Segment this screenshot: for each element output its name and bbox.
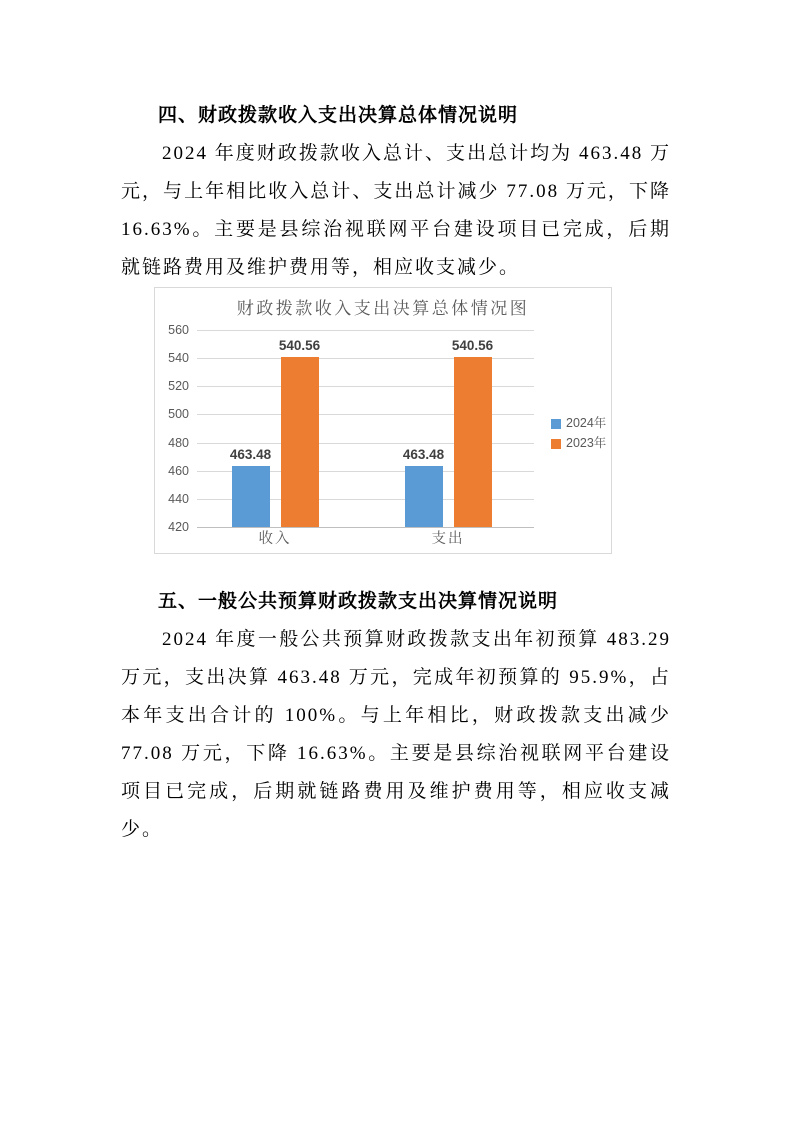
- bar-value-label: 540.56: [278, 338, 321, 354]
- section5-heading: 五、一般公共预算财政拨款支出决算情况说明: [158, 591, 559, 612]
- bar-value-label: 463.48: [402, 446, 445, 462]
- bar-2024年-收入: [232, 466, 270, 527]
- legend-item-2024年: [551, 416, 606, 431]
- legend-label: 2024年: [566, 416, 607, 430]
- bar-2023年-收入: [281, 357, 319, 527]
- y-gridline: [197, 330, 534, 331]
- chart-legend: [551, 416, 606, 456]
- y-axis-tick-label: 460: [168, 463, 189, 478]
- x-axis-category-label: 支出: [431, 531, 465, 547]
- y-axis-tick-label: 500: [168, 407, 189, 422]
- legend-swatch-icon: [551, 439, 561, 449]
- y-axis-tick-label: 520: [168, 379, 189, 394]
- y-axis-tick-label: 480: [168, 435, 189, 450]
- legend-swatch-icon: [551, 419, 561, 429]
- section4-paragraph: 2024 年度财政拨款收入总计、支出总计均为 463.48 万元，与上年相比收入总计、支出总计减少 77.08 万元，下降 16.63%。主要是县综治视联网平台建设项目已完成，后期就链路费用及维护费用等，相应收支减少。: [121, 143, 671, 278]
- x-axis-line: [197, 527, 534, 528]
- x-axis-category-label: 收入: [258, 531, 292, 547]
- bar-2023年-支出: [454, 357, 492, 527]
- y-axis-tick-label: 540: [168, 351, 189, 366]
- bar-value-label: 463.48: [229, 446, 272, 462]
- legend-label: 2023年: [566, 436, 607, 450]
- y-axis-tick-label: 560: [168, 323, 189, 337]
- chart-title: 财政拨款收入支出决算总体情况图: [236, 299, 530, 318]
- y-axis-tick-label: 440: [168, 491, 189, 506]
- section4-heading: 四、财政拨款收入支出决算总体情况说明: [158, 105, 519, 126]
- legend-item-2023年: [551, 436, 606, 451]
- y-axis-tick-label: 420: [168, 520, 189, 534]
- budget-bar-chart: [154, 287, 612, 554]
- bar-2024年-支出: [405, 466, 443, 527]
- bar-value-label: 540.56: [451, 338, 494, 354]
- section5-paragraph: 2024 年度一般公共预算财政拨款支出年初预算 483.29 万元，支出决算 463.48 万元，完成年初预算的 95.9%，占本年支出合计的 100%。与上年相比，财政拨款支出减少 77.08 万元，下降 16.63%。主要是县综治视联网平台建设项目已完成，后期就链路费用及维护费用等，相应收支减少。: [121, 629, 671, 840]
